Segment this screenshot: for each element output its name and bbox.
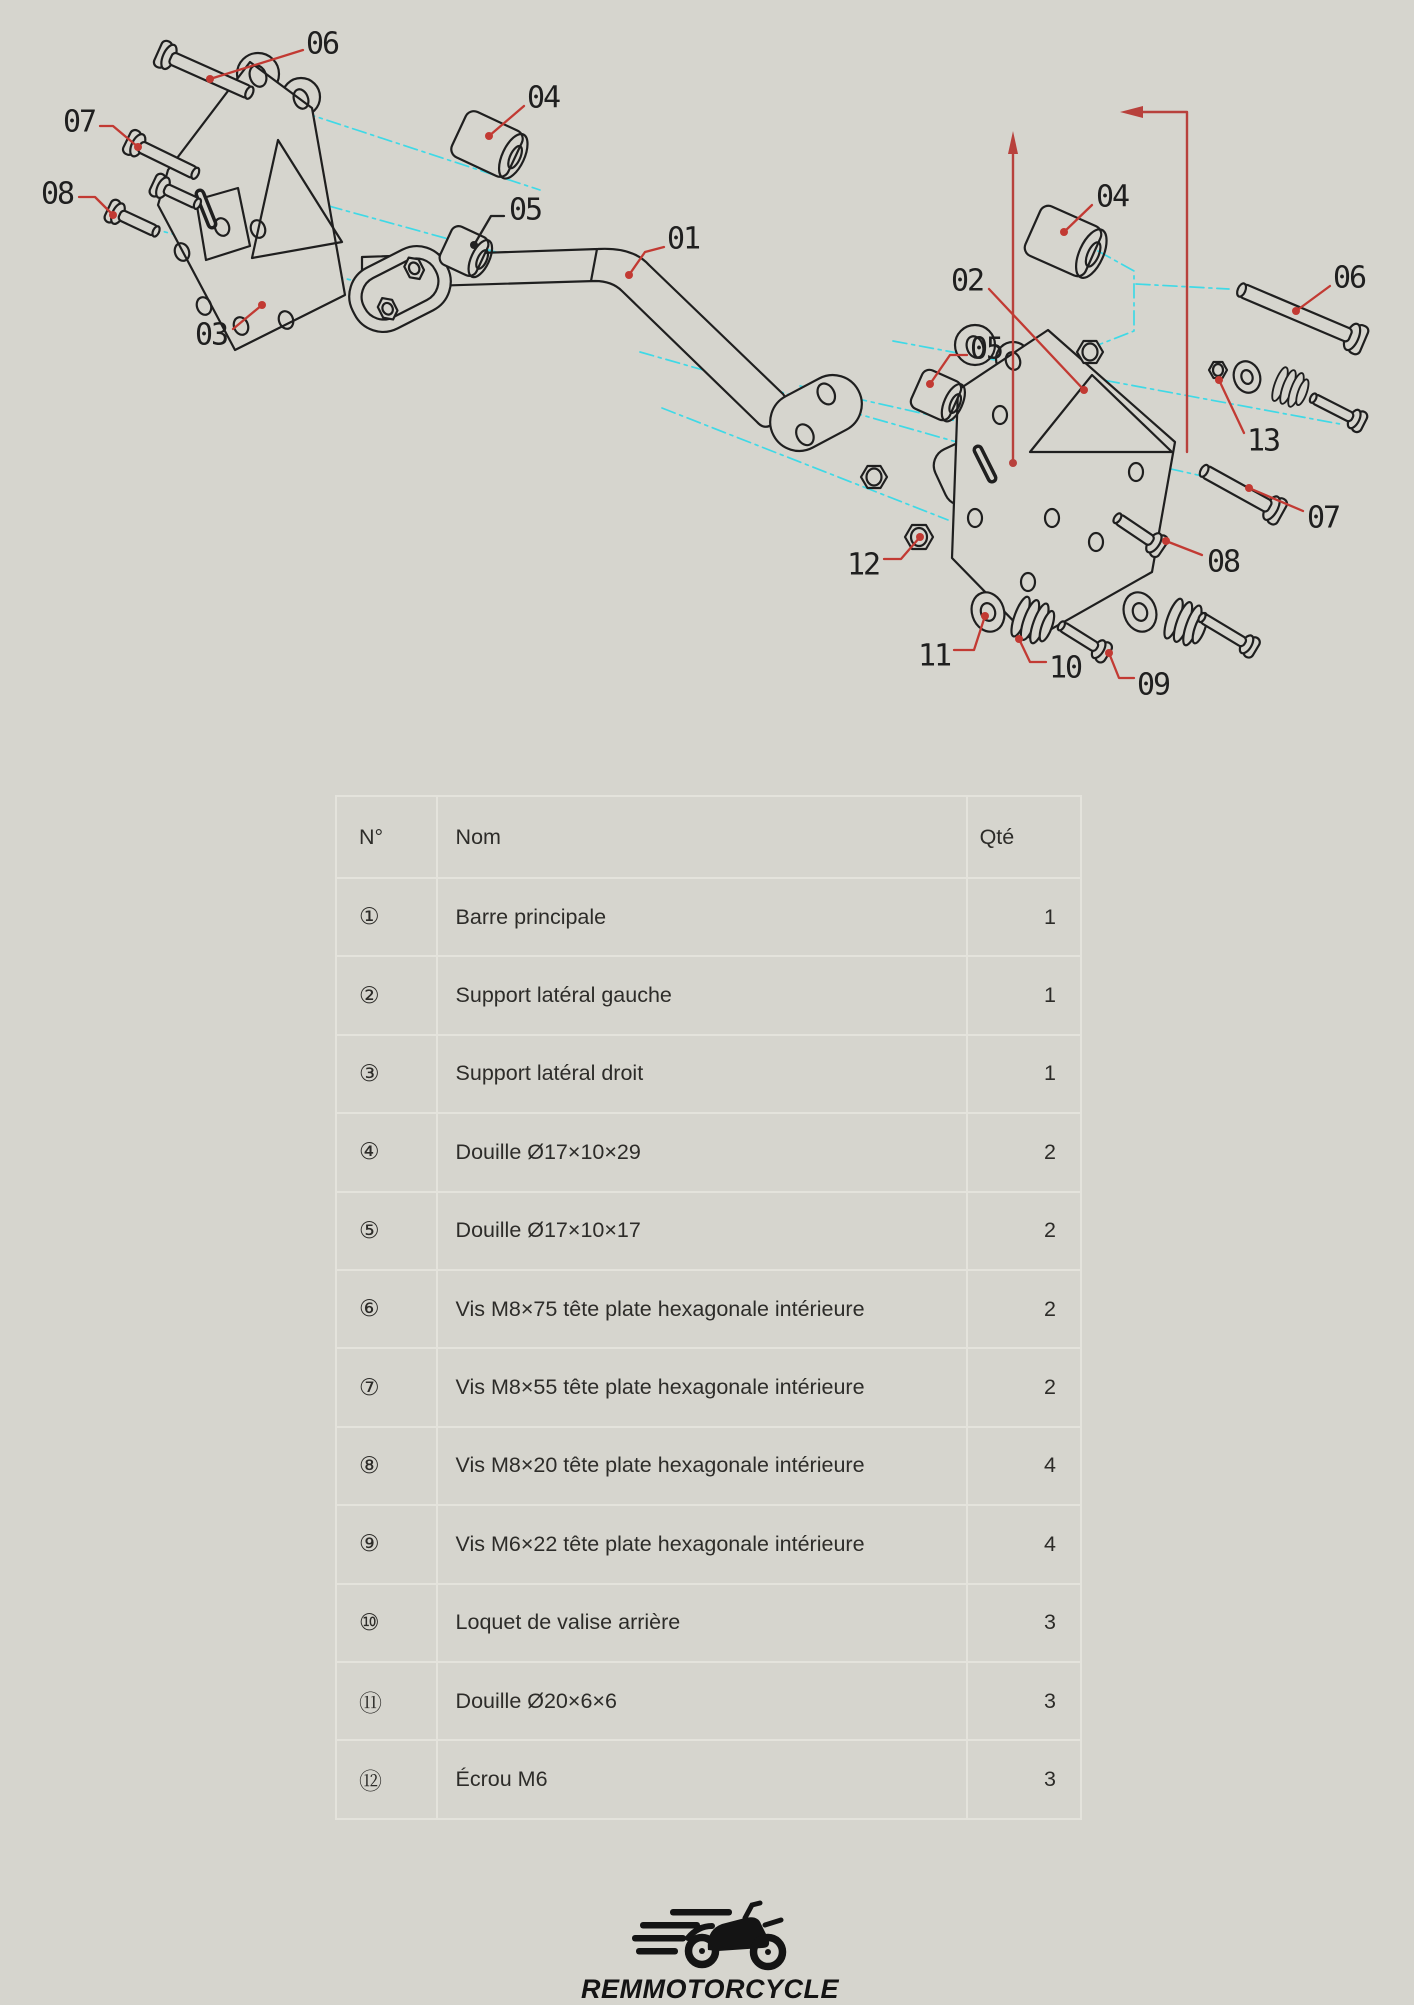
cell-num xyxy=(337,1349,436,1425)
cell-nom xyxy=(436,1428,966,1504)
cell-text: Douille Ø17×10×29 xyxy=(455,1139,641,1164)
svg-text:05: 05 xyxy=(969,331,1003,367)
cell-num xyxy=(337,1585,436,1661)
table-row xyxy=(337,1191,1080,1269)
part-label-09 xyxy=(1105,649,1170,703)
cell-qty xyxy=(966,1741,1080,1817)
cell-qty xyxy=(966,1193,1080,1269)
cell-text: Qté xyxy=(979,824,1015,849)
circled-number: ⑩ xyxy=(359,1609,380,1636)
table-row xyxy=(337,1426,1080,1504)
cell-qty xyxy=(966,879,1080,955)
circled-number: ⑨ xyxy=(359,1531,380,1558)
circled-number: ④ xyxy=(359,1139,380,1166)
cell-num xyxy=(337,797,436,877)
svg-text:08: 08 xyxy=(1206,544,1240,580)
cell-text: Douille Ø17×10×17 xyxy=(455,1218,641,1243)
cell-nom xyxy=(436,1193,966,1269)
svg-text:02: 02 xyxy=(950,263,984,299)
cell-text: 4 xyxy=(1044,1453,1056,1478)
circled-number: ⑧ xyxy=(359,1452,380,1479)
cell-num xyxy=(337,1114,436,1190)
cell-text: 1 xyxy=(1044,1061,1056,1086)
brand-wordmark: REMMOTORCYCLE xyxy=(580,1974,839,2004)
cell-nom xyxy=(436,1114,966,1190)
cell-text: N° xyxy=(359,824,384,849)
cell-nom xyxy=(436,1036,966,1112)
circled-number: ② xyxy=(359,982,380,1009)
cell-qty xyxy=(966,957,1080,1033)
cell-text: 1 xyxy=(1044,904,1056,929)
cell-text: 2 xyxy=(1044,1218,1056,1243)
cell-qty xyxy=(966,1506,1080,1582)
cell-qty xyxy=(966,1663,1080,1739)
cell-num xyxy=(337,1193,436,1269)
cell-qty xyxy=(966,1428,1080,1504)
table-row xyxy=(337,877,1080,955)
cell-text: Support latéral droit xyxy=(455,1061,644,1086)
exploded-diagram xyxy=(0,0,1414,770)
svg-text:06: 06 xyxy=(1332,260,1366,296)
circled-number: ⑥ xyxy=(359,1296,380,1323)
table-header-row xyxy=(337,797,1080,877)
cell-text: Barre principale xyxy=(455,904,607,929)
svg-text:07: 07 xyxy=(62,104,96,140)
cell-text: Douille Ø20×6×6 xyxy=(455,1688,617,1713)
svg-text:11: 11 xyxy=(917,638,951,674)
table-row xyxy=(337,1583,1080,1661)
table-row xyxy=(337,1034,1080,1112)
svg-text:05: 05 xyxy=(508,192,542,228)
cell-num xyxy=(337,1036,436,1112)
part-label-04-left xyxy=(485,81,560,141)
spacer-04-right xyxy=(1022,203,1113,283)
bolt-07-right xyxy=(1194,457,1288,526)
spacer-04-left xyxy=(448,108,533,183)
circled-number: ⑪ xyxy=(359,1690,382,1717)
cell-nom xyxy=(436,1741,966,1817)
table-row xyxy=(337,1269,1080,1347)
svg-text:09: 09 xyxy=(1136,667,1170,703)
parts-table xyxy=(335,795,1082,1820)
svg-text:13: 13 xyxy=(1246,423,1280,459)
cell-qty xyxy=(966,1585,1080,1661)
cell-nom xyxy=(436,1349,966,1425)
cell-text: Vis M6×22 tête plate hexagonale intérieure xyxy=(455,1531,865,1556)
cell-text: 3 xyxy=(1044,1688,1056,1713)
cell-nom xyxy=(436,1663,966,1739)
cell-num xyxy=(337,1741,436,1817)
cell-text: 3 xyxy=(1044,1766,1056,1791)
cell-text: Écrou M6 xyxy=(455,1766,548,1791)
cell-nom xyxy=(436,1585,966,1661)
svg-text:04: 04 xyxy=(526,80,560,116)
svg-text:08: 08 xyxy=(40,176,74,212)
cell-num xyxy=(337,1506,436,1582)
table-row xyxy=(337,955,1080,1033)
cell-qty xyxy=(966,1036,1080,1112)
cell-text: Vis M8×55 tête plate hexagonale intérieure xyxy=(455,1375,865,1400)
svg-text:12: 12 xyxy=(846,547,880,583)
bolt-08-left xyxy=(103,198,164,243)
cell-nom xyxy=(436,1506,966,1582)
bar-end-plate xyxy=(760,365,872,461)
cell-text: 2 xyxy=(1044,1139,1056,1164)
cell-text: Loquet de valise arrière xyxy=(455,1610,681,1635)
cell-num xyxy=(337,957,436,1033)
cell-qty xyxy=(966,1271,1080,1347)
svg-text:10: 10 xyxy=(1048,650,1082,686)
cell-qty xyxy=(966,1114,1080,1190)
cell-nom xyxy=(436,879,966,955)
part-label-06-right xyxy=(1292,261,1366,316)
cell-qty xyxy=(966,797,1080,877)
svg-text:06: 06 xyxy=(305,26,339,62)
svg-text:07: 07 xyxy=(1306,500,1340,536)
table-row xyxy=(337,1347,1080,1425)
cell-num xyxy=(337,879,436,955)
cell-text: Nom xyxy=(455,824,501,849)
svg-text:01: 01 xyxy=(666,221,700,257)
circled-number: ⑦ xyxy=(359,1374,380,1401)
cell-text: Vis M8×20 tête plate hexagonale intérieure xyxy=(455,1453,865,1478)
table-row xyxy=(337,1661,1080,1739)
table-row xyxy=(337,1112,1080,1190)
cell-text: 4 xyxy=(1044,1531,1056,1556)
table-row xyxy=(337,1739,1080,1817)
svg-text:03: 03 xyxy=(194,317,228,353)
cell-text: 1 xyxy=(1044,983,1056,1008)
cell-text: Vis M8×75 tête plate hexagonale intérieure xyxy=(455,1296,865,1321)
cell-num xyxy=(337,1428,436,1504)
table-row xyxy=(337,1504,1080,1582)
svg-text:04: 04 xyxy=(1095,179,1129,215)
part-label-08-right xyxy=(1162,537,1240,580)
cell-qty xyxy=(966,1349,1080,1425)
cell-num xyxy=(337,1271,436,1347)
cell-nom xyxy=(436,1271,966,1347)
part-label-10 xyxy=(1015,635,1082,686)
circled-number: ⑫ xyxy=(359,1768,382,1795)
cell-text: 2 xyxy=(1044,1296,1056,1321)
circled-number: ① xyxy=(359,904,380,931)
circled-number: ③ xyxy=(359,1060,380,1087)
cell-nom xyxy=(436,957,966,1033)
circled-number: ⑤ xyxy=(359,1217,380,1244)
bolt-09-c xyxy=(1306,387,1369,434)
cell-num xyxy=(337,1663,436,1739)
cell-text: Support latéral gauche xyxy=(455,983,672,1008)
cell-text: 2 xyxy=(1044,1375,1056,1400)
cell-text: 3 xyxy=(1044,1610,1056,1635)
cell-nom xyxy=(436,797,966,877)
